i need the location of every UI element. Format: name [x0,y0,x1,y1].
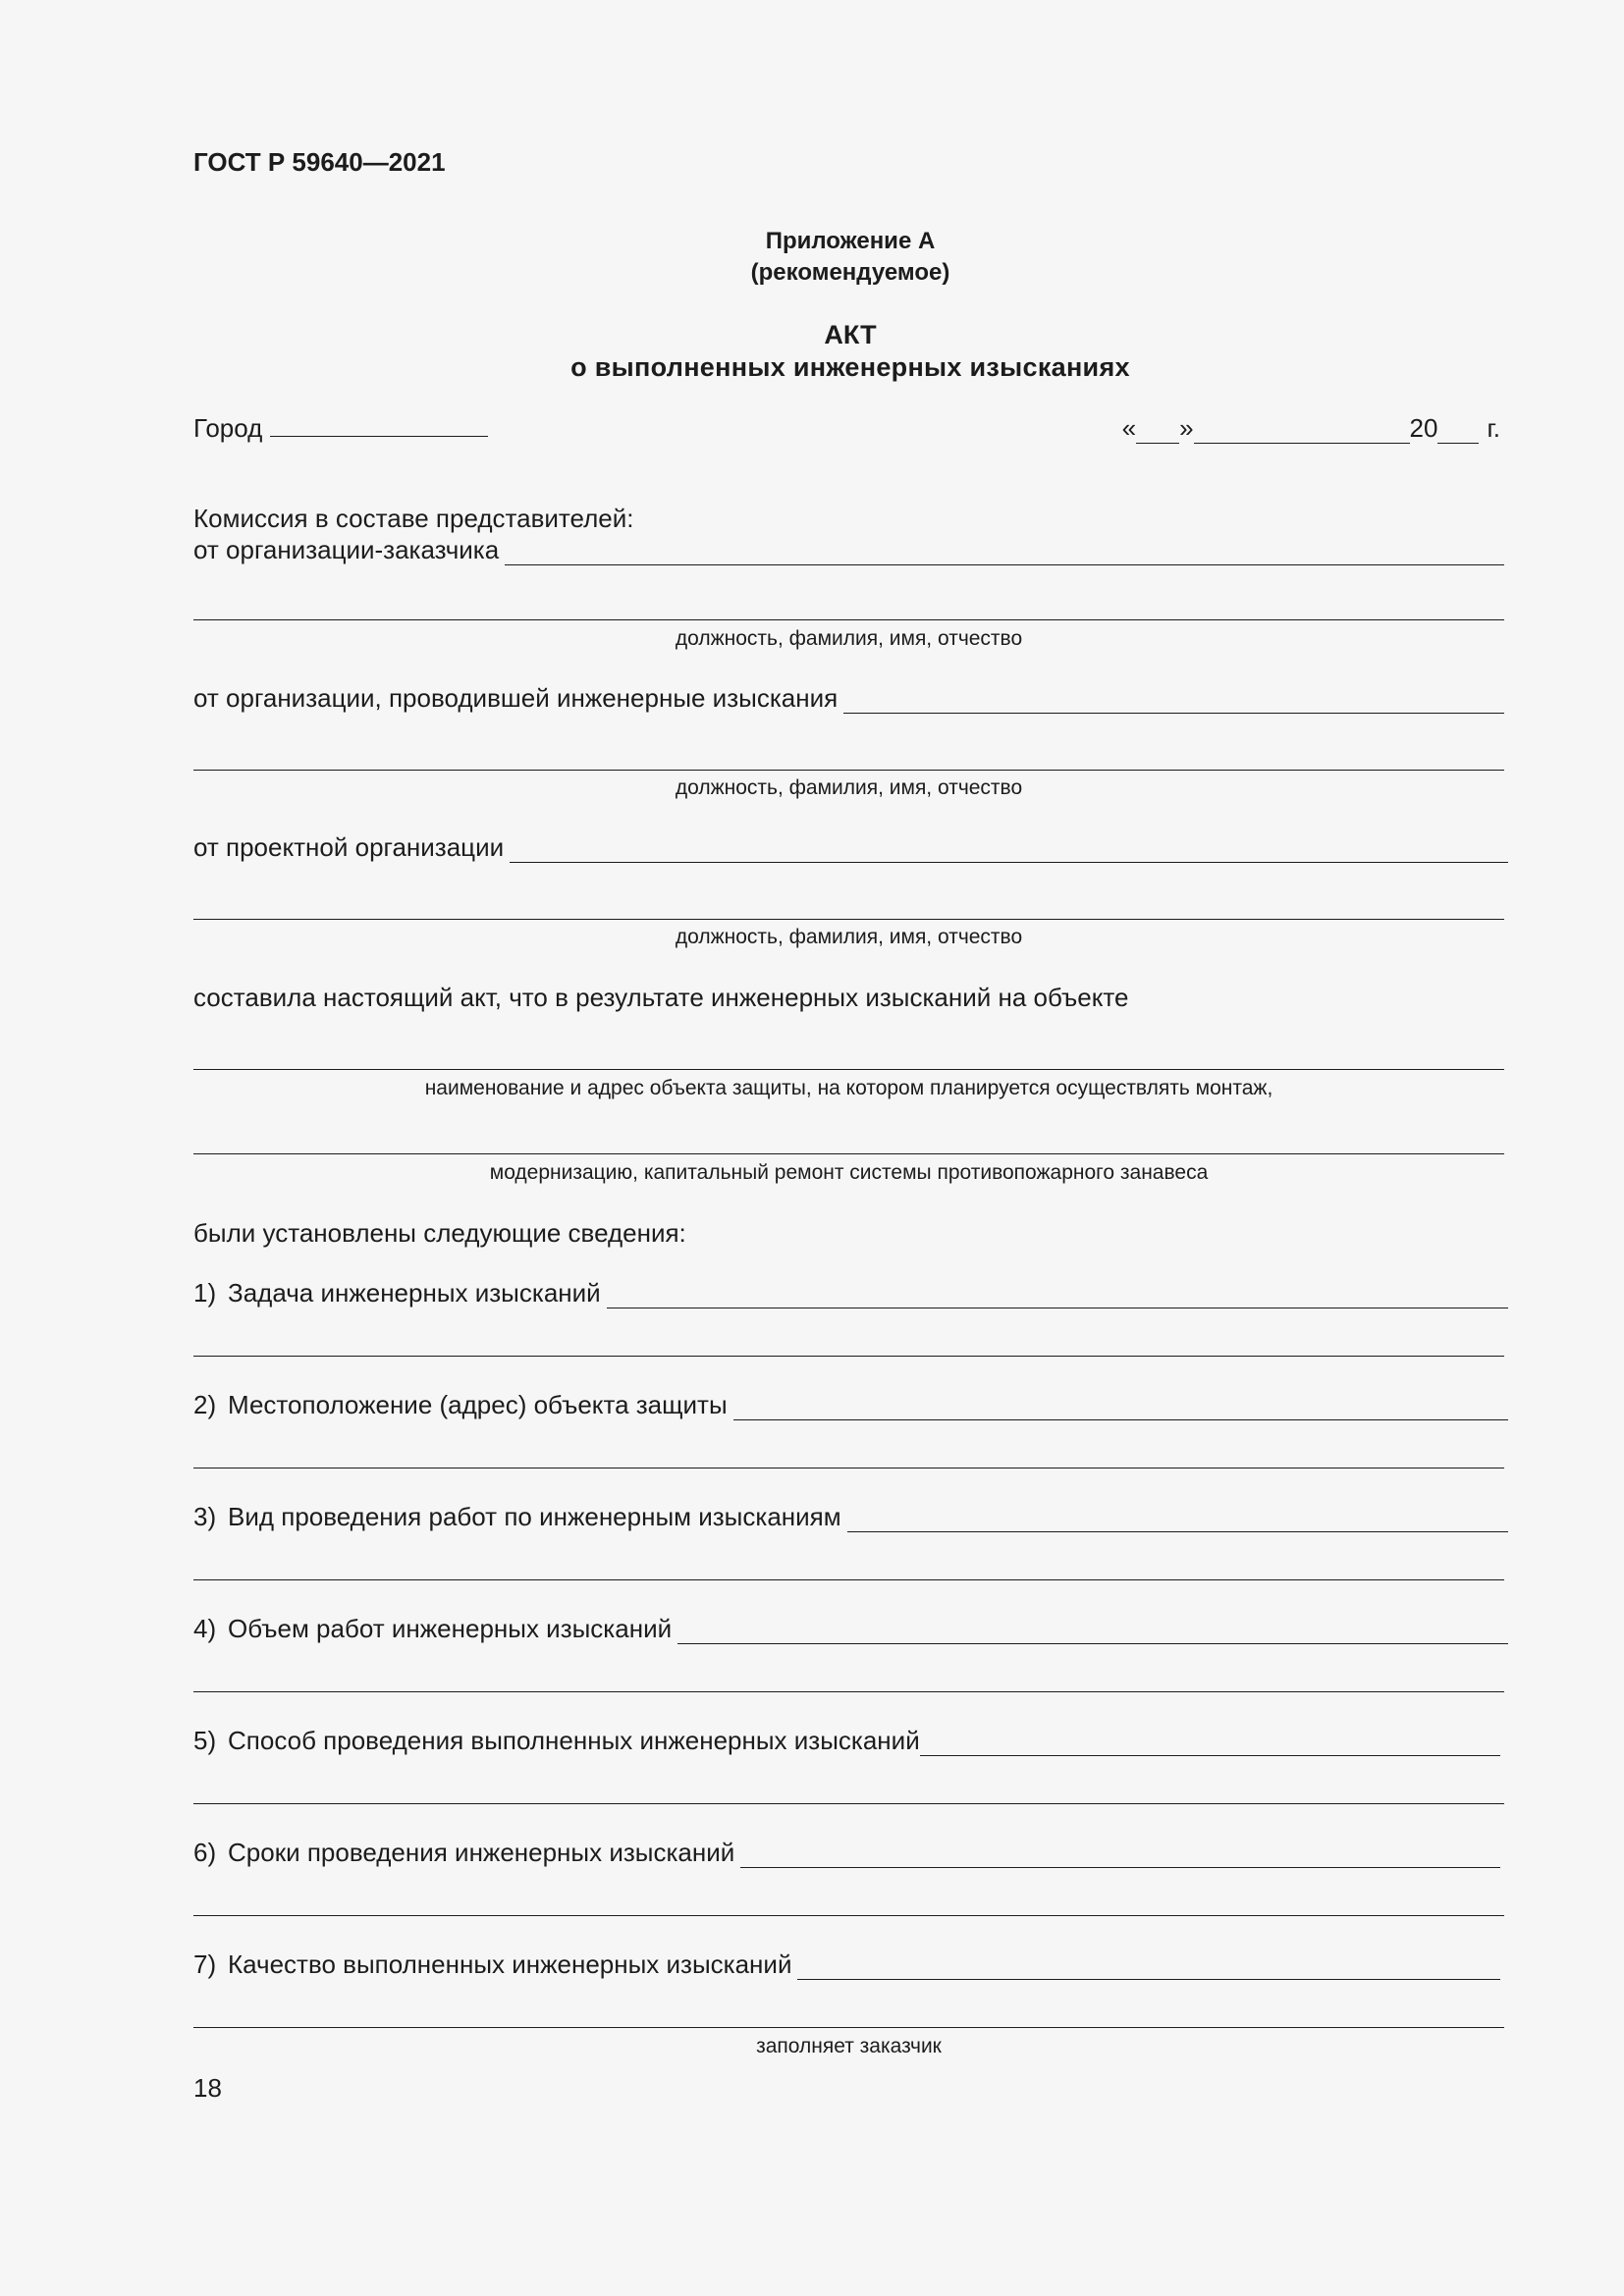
date-year-field[interactable] [1437,419,1479,444]
finding-field[interactable] [733,1396,1508,1420]
city-label: Город [193,413,263,443]
customer-field[interactable] [505,541,1504,565]
date-day-field[interactable] [1136,419,1179,444]
customer-fills-caption: заполняет заказчик [756,2035,942,2057]
surveyor-position-caption: должность, фамилия, имя, отчество [675,776,1023,799]
surveyor-label: от организации, проводившей инженерные изыскания [193,683,839,713]
finding-item [193,1613,1508,1644]
finding-field[interactable] [797,1955,1500,1980]
finding-field-line-2[interactable] [193,1915,1504,1916]
design-org-position-caption: должность, фамилия, имя, отчество [675,926,1023,948]
finding-field-line-2[interactable] [193,1579,1504,1580]
customer-position-caption: должность, фамилия, имя, отчество [675,627,1023,650]
act-subtitle: о выполненных инженерных изысканиях [570,352,1130,382]
object-caption-1: наименование и адрес объекта защиты, на котором планируется осуществлять монтаж, [424,1077,1273,1099]
appendix-subtitle: (рекомендуемое) [750,259,950,286]
finding-number: 7) [193,1949,217,1979]
page-number: 18 [193,2073,222,2103]
object-intro: составила настоящий акт, что в результате инженерных изысканий на объекте [193,983,1129,1012]
finding-label: Способ проведения выполненных инженерных изысканий [228,1726,920,1755]
design-org-label: от проектной организации [193,832,505,862]
finding-field[interactable] [740,1843,1500,1868]
customer-field-line-2[interactable] [193,619,1504,620]
design-org-field[interactable] [510,838,1508,863]
customer-label: от организации-заказчика [193,535,500,564]
surveyor-field[interactable] [843,689,1504,714]
object-field-line-2[interactable] [193,1153,1504,1154]
document-standard-header: ГОСТ Р 59640—2021 [193,147,446,177]
finding-item [193,1837,1500,1868]
finding-item [193,1389,1508,1420]
date-year-prefix: 20 [1409,413,1438,443]
findings-intro: были установлены следующие сведения: [193,1218,686,1248]
finding-label: Сроки проведения инженерных изысканий [228,1838,735,1867]
finding-field-line-2[interactable] [193,1803,1504,1804]
finding-label: Объем работ инженерных изысканий [228,1614,673,1643]
finding-number: 4) [193,1614,217,1643]
finding-number: 5) [193,1726,217,1755]
finding-item [193,1949,1500,1980]
finding-number: 2) [193,1390,217,1419]
finding-field[interactable] [607,1284,1508,1308]
finding-number: 3) [193,1502,217,1531]
city-row [193,412,488,444]
finding-number: 1) [193,1278,217,1308]
finding-label: Задача инженерных изысканий [228,1278,601,1308]
act-title: АКТ [824,320,877,349]
design-org-field-line-2[interactable] [193,919,1504,920]
finding-label: Местоположение (адрес) объекта защиты [228,1390,728,1419]
finding-item [193,1277,1508,1308]
finding-label: Качество выполненных инженерных изысканий [228,1949,792,1979]
finding-field-line-2[interactable] [193,1356,1504,1357]
finding-field[interactable] [677,1620,1508,1644]
finding-item [193,1501,1508,1532]
date-year-suffix: г. [1487,413,1500,443]
finding-number: 6) [193,1838,217,1867]
finding-field[interactable] [920,1732,1500,1756]
finding-field-line-2[interactable] [193,2027,1504,2028]
date-close-quote: » [1179,413,1194,443]
date-month-field[interactable] [1194,419,1410,444]
surveyor-row [193,682,1504,714]
object-caption-2: модернизацию, капитальный ремонт системы противопожарного занавеса [489,1161,1209,1184]
appendix-title: Приложение А [765,228,936,254]
finding-field[interactable] [847,1508,1508,1532]
customer-row [193,534,1504,565]
commission-intro: Комиссия в составе представителей: [193,504,634,533]
date-open-quote: « [1121,413,1137,443]
object-field-line-1[interactable] [193,1069,1504,1070]
city-field[interactable] [270,412,488,437]
finding-field-line-2[interactable] [193,1691,1504,1692]
design-org-row [193,831,1508,863]
finding-item [193,1725,1500,1756]
finding-label: Вид проведения работ по инженерным изысканиям [228,1502,841,1531]
surveyor-field-line-2[interactable] [193,770,1504,771]
date-row [1122,412,1500,444]
